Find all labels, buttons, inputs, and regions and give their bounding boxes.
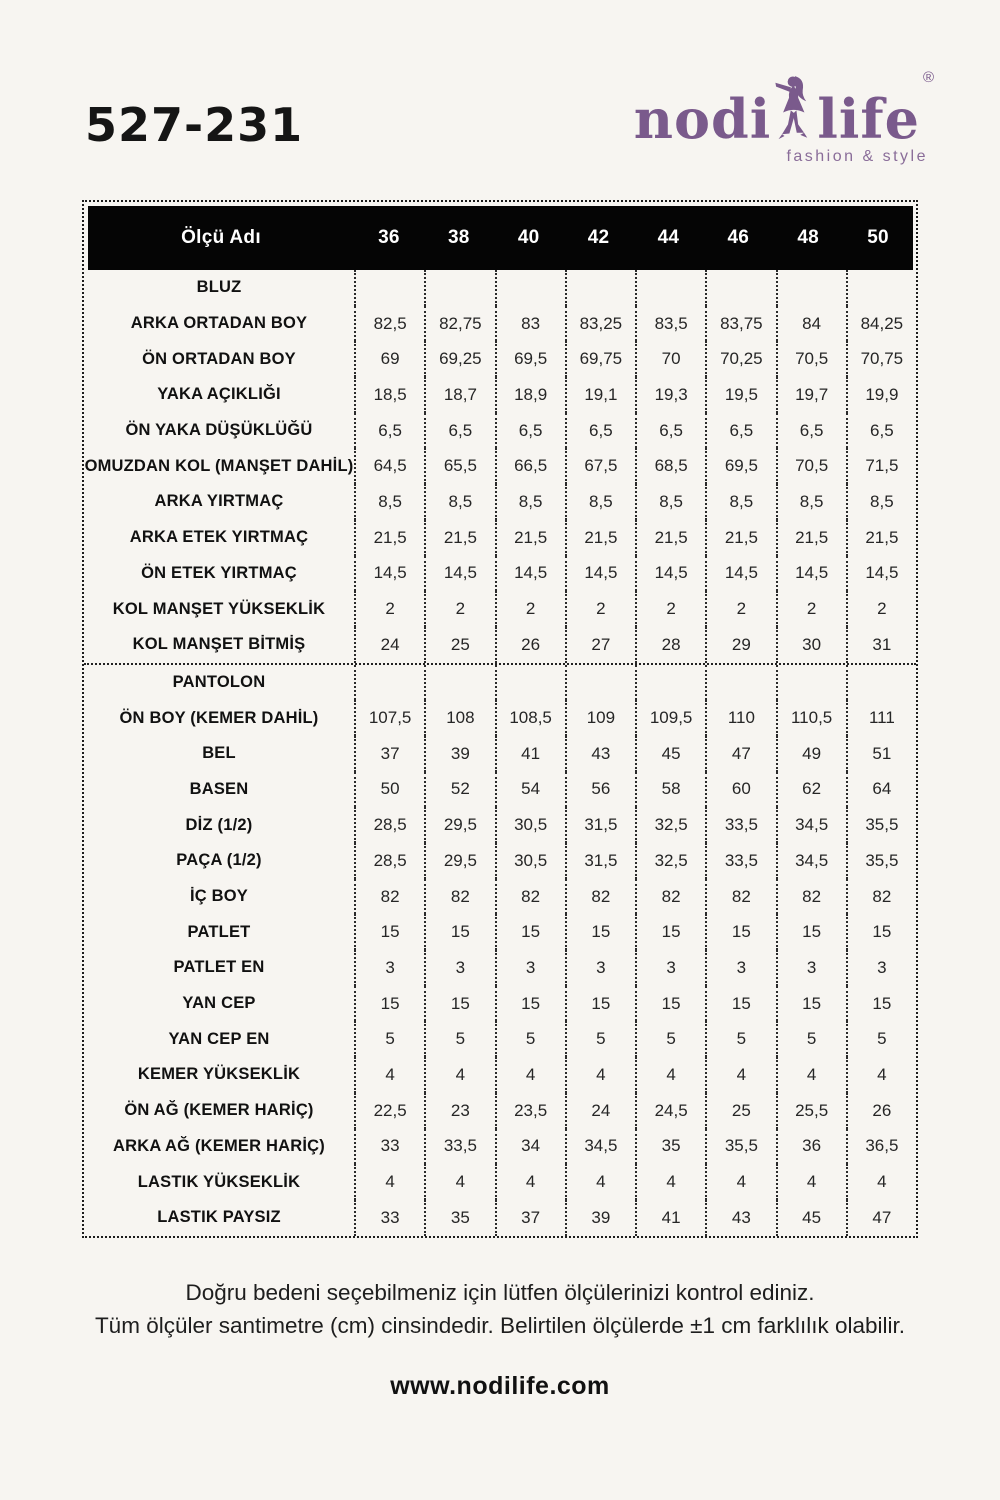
value-cell: 84: [776, 306, 846, 342]
value-cell: 36: [776, 1129, 846, 1165]
value-cell: 45: [776, 1200, 846, 1236]
value-cell: 51: [846, 736, 916, 772]
value-cell: 58: [635, 772, 705, 808]
footer-note-line1: Doğru bedeni seçebilmeniz için lütfen ölçülerinizi kontrol ediniz.: [185, 1280, 815, 1305]
value-cell: 109: [565, 700, 635, 736]
value-cell: 43: [565, 736, 635, 772]
value-cell: 5: [846, 1021, 916, 1057]
value-cell: 4: [495, 1057, 565, 1093]
value-cell: 3: [776, 950, 846, 986]
value-cell: 109,5: [635, 700, 705, 736]
value-cell: 83,75: [705, 306, 775, 342]
value-cell: 4: [705, 1164, 775, 1200]
value-cell: 83,25: [565, 306, 635, 342]
row-label: PANTOLON: [172, 672, 266, 691]
value-cell: 3: [565, 950, 635, 986]
row-label: YAN CEP: [182, 994, 256, 1013]
value-cell: 41: [635, 1200, 705, 1236]
value-cell: 8,5: [495, 484, 565, 520]
value-cell: 6,5: [424, 413, 494, 449]
value-cell: 35: [424, 1200, 494, 1236]
value-cell: 70,75: [846, 341, 916, 377]
value-cell: 67,5: [565, 448, 635, 484]
value-cell: 6,5: [776, 413, 846, 449]
value-cell: 21,5: [776, 520, 846, 556]
value-cell: 19,5: [705, 377, 775, 413]
column-header-size: 42: [587, 227, 610, 248]
value-cell: 6,5: [635, 413, 705, 449]
value-cell: [565, 270, 635, 306]
row-label: LASTIK YÜKSEKLİK: [137, 1172, 301, 1191]
value-cell: 110: [705, 700, 775, 736]
value-cell: 30,5: [495, 843, 565, 879]
value-cell: [495, 665, 565, 701]
table-row: [84, 914, 916, 950]
value-cell: 5: [705, 1021, 775, 1057]
value-cell: 83: [495, 306, 565, 342]
value-cell: 3: [846, 950, 916, 986]
row-label: YAN CEP EN: [168, 1029, 270, 1048]
value-cell: 8,5: [635, 484, 705, 520]
row-label: ÖN YAKA DÜŞÜKLÜĞÜ: [125, 421, 313, 440]
value-cell: 82,75: [424, 306, 494, 342]
value-cell: 83,5: [635, 306, 705, 342]
value-cell: 4: [354, 1164, 424, 1200]
value-cell: 34,5: [776, 843, 846, 879]
column-header-size: 40: [517, 227, 540, 248]
value-cell: 69,25: [424, 341, 494, 377]
brand-name-part2: life: [817, 87, 920, 152]
value-cell: 66,5: [495, 448, 565, 484]
row-label: KOL MANŞET BİTMİŞ: [132, 635, 306, 654]
value-cell: 23: [424, 1093, 494, 1129]
value-cell: [705, 270, 775, 306]
row-label: OMUZDAN KOL (MANŞET DAHİL): [84, 456, 354, 475]
value-cell: 18,5: [354, 377, 424, 413]
value-cell: 19,9: [846, 377, 916, 413]
value-cell: [565, 665, 635, 701]
column-header-size: 44: [657, 227, 680, 248]
row-label: PATLET: [187, 922, 251, 941]
table-row: [84, 1093, 916, 1129]
value-cell: 71,5: [846, 448, 916, 484]
value-cell: 15: [635, 986, 705, 1022]
value-cell: 14,5: [424, 556, 494, 592]
value-cell: 24: [354, 627, 424, 663]
value-cell: 70,5: [776, 448, 846, 484]
value-cell: [635, 270, 705, 306]
value-cell: 26: [495, 627, 565, 663]
column-header-measure-name: Ölçü Adı: [181, 227, 261, 248]
column-header-size: 38: [447, 227, 470, 248]
value-cell: [776, 270, 846, 306]
value-cell: 15: [424, 986, 494, 1022]
brand-name-part1: nodi: [633, 87, 772, 152]
value-cell: 69: [354, 341, 424, 377]
value-cell: 70: [635, 341, 705, 377]
table-row: [84, 520, 916, 556]
value-cell: 56: [565, 772, 635, 808]
value-cell: 33: [354, 1129, 424, 1165]
value-cell: 28: [635, 627, 705, 663]
table-row: [84, 484, 916, 520]
value-cell: 4: [776, 1164, 846, 1200]
value-cell: 54: [495, 772, 565, 808]
value-cell: 34,5: [776, 807, 846, 843]
value-cell: 25,5: [776, 1093, 846, 1129]
value-cell: 19,3: [635, 377, 705, 413]
value-cell: 34: [495, 1129, 565, 1165]
value-cell: 4: [705, 1057, 775, 1093]
value-cell: 4: [424, 1057, 494, 1093]
value-cell: 82: [354, 879, 424, 915]
value-cell: 5: [354, 1021, 424, 1057]
value-cell: 19,7: [776, 377, 846, 413]
table-row: [84, 306, 916, 342]
value-cell: 36,5: [846, 1129, 916, 1165]
table-row: [84, 1200, 916, 1236]
value-cell: 82: [846, 879, 916, 915]
row-label: YAKA AÇIKLIĞI: [157, 385, 281, 404]
value-cell: 15: [495, 914, 565, 950]
value-cell: 33,5: [424, 1129, 494, 1165]
value-cell: 30,5: [495, 807, 565, 843]
value-cell: 31,5: [565, 807, 635, 843]
value-cell: 3: [495, 950, 565, 986]
column-header-size: 36: [378, 227, 400, 248]
column-header-size: 46: [727, 227, 750, 248]
value-cell: 37: [495, 1200, 565, 1236]
value-cell: 65,5: [424, 448, 494, 484]
value-cell: 35,5: [846, 807, 916, 843]
table-row: [84, 1057, 916, 1093]
woman-silhouette-icon: [774, 72, 816, 146]
table-row: [84, 341, 916, 377]
value-cell: 6,5: [354, 413, 424, 449]
value-cell: 6,5: [705, 413, 775, 449]
value-cell: 4: [776, 1057, 846, 1093]
value-cell: 15: [565, 986, 635, 1022]
value-cell: 21,5: [565, 520, 635, 556]
table-row: [84, 448, 916, 484]
value-cell: 5: [635, 1021, 705, 1057]
section-header-row: [84, 665, 916, 701]
value-cell: 27: [565, 627, 635, 663]
value-cell: 25: [705, 1093, 775, 1129]
value-cell: 82: [705, 879, 775, 915]
value-cell: 2: [565, 591, 635, 627]
value-cell: 2: [776, 591, 846, 627]
footer-note: [0, 1276, 1000, 1342]
size-table-header: [88, 206, 913, 270]
value-cell: 14,5: [565, 556, 635, 592]
value-cell: [354, 270, 424, 306]
value-cell: 33,5: [705, 807, 775, 843]
brand-logo: [633, 69, 934, 166]
value-cell: 2: [705, 591, 775, 627]
value-cell: 22,5: [354, 1093, 424, 1129]
value-cell: 2: [495, 591, 565, 627]
value-cell: 23,5: [495, 1093, 565, 1129]
table-section: [84, 663, 916, 1236]
value-cell: 64: [846, 772, 916, 808]
value-cell: 8,5: [424, 484, 494, 520]
value-cell: 33,5: [705, 843, 775, 879]
value-cell: 24: [565, 1093, 635, 1129]
value-cell: 107,5: [354, 700, 424, 736]
value-cell: 3: [635, 950, 705, 986]
table-row: [84, 413, 916, 449]
website-url: www.nodilife.com: [390, 1372, 610, 1400]
value-cell: 69,5: [495, 341, 565, 377]
value-cell: 35: [635, 1129, 705, 1165]
value-cell: 14,5: [776, 556, 846, 592]
value-cell: 18,9: [495, 377, 565, 413]
row-label: KEMER YÜKSEKLİK: [137, 1065, 301, 1084]
value-cell: 82: [495, 879, 565, 915]
value-cell: 15: [776, 914, 846, 950]
value-cell: 52: [424, 772, 494, 808]
value-cell: 82: [424, 879, 494, 915]
value-cell: 64,5: [354, 448, 424, 484]
row-label: ÖN ORTADAN BOY: [142, 349, 296, 368]
value-cell: 6,5: [565, 413, 635, 449]
row-label: PAÇA (1/2): [176, 851, 262, 870]
table-row: [84, 843, 916, 879]
value-cell: 15: [776, 986, 846, 1022]
row-label: ARKA ORTADAN BOY: [130, 314, 308, 333]
value-cell: 60: [705, 772, 775, 808]
value-cell: 3: [424, 950, 494, 986]
value-cell: 28,5: [354, 807, 424, 843]
table-row: [84, 807, 916, 843]
value-cell: [705, 665, 775, 701]
value-cell: 21,5: [705, 520, 775, 556]
column-header-size: 50: [867, 227, 889, 248]
value-cell: 2: [635, 591, 705, 627]
value-cell: 35,5: [705, 1129, 775, 1165]
product-code: 527-231: [85, 98, 304, 152]
value-cell: 34,5: [565, 1129, 635, 1165]
value-cell: 45: [635, 736, 705, 772]
value-cell: 19,1: [565, 377, 635, 413]
value-cell: 33: [354, 1200, 424, 1236]
value-cell: 14,5: [495, 556, 565, 592]
table-row: [84, 736, 916, 772]
table-row: [84, 556, 916, 592]
value-cell: 50: [354, 772, 424, 808]
value-cell: 15: [846, 914, 916, 950]
size-table: [82, 200, 918, 1238]
value-cell: [495, 270, 565, 306]
value-cell: 4: [495, 1164, 565, 1200]
value-cell: 21,5: [846, 520, 916, 556]
value-cell: 29,5: [424, 807, 494, 843]
table-row: [84, 1164, 916, 1200]
row-label: BEL: [202, 744, 236, 763]
value-cell: 108: [424, 700, 494, 736]
table-row: [84, 377, 916, 413]
section-header-row: [84, 270, 916, 306]
value-cell: 15: [354, 914, 424, 950]
value-cell: 49: [776, 736, 846, 772]
value-cell: 15: [705, 914, 775, 950]
value-cell: 5: [495, 1021, 565, 1057]
value-cell: 108,5: [495, 700, 565, 736]
column-header-size: 48: [797, 227, 820, 248]
value-cell: 4: [354, 1057, 424, 1093]
value-cell: 21,5: [495, 520, 565, 556]
row-label: KOL MANŞET YÜKSEKLİK: [112, 599, 326, 618]
value-cell: 25: [424, 627, 494, 663]
value-cell: 69,5: [705, 448, 775, 484]
value-cell: 15: [495, 986, 565, 1022]
value-cell: 14,5: [354, 556, 424, 592]
row-label: ARKA YIRTMAÇ: [154, 492, 284, 511]
row-label: ÖN BOY (KEMER DAHİL): [119, 708, 319, 727]
row-label: ÖN AĞ (KEMER HARİÇ): [124, 1101, 314, 1120]
value-cell: 5: [424, 1021, 494, 1057]
value-cell: [846, 665, 916, 701]
value-cell: 4: [424, 1164, 494, 1200]
value-cell: 2: [424, 591, 494, 627]
registered-trademark: ®: [922, 69, 934, 86]
value-cell: 62: [776, 772, 846, 808]
row-label: İÇ BOY: [189, 887, 249, 906]
value-cell: 4: [635, 1057, 705, 1093]
value-cell: 32,5: [635, 843, 705, 879]
value-cell: 2: [846, 591, 916, 627]
value-cell: 29,5: [424, 843, 494, 879]
value-cell: 15: [424, 914, 494, 950]
value-cell: [424, 665, 494, 701]
size-table-body: [84, 270, 916, 1236]
value-cell: 8,5: [846, 484, 916, 520]
value-cell: 15: [354, 986, 424, 1022]
value-cell: [354, 665, 424, 701]
value-cell: 29: [705, 627, 775, 663]
value-cell: 69,75: [565, 341, 635, 377]
value-cell: 82: [565, 879, 635, 915]
table-row: [84, 950, 916, 986]
row-label: PATLET EN: [173, 958, 265, 977]
value-cell: 30: [776, 627, 846, 663]
value-cell: 15: [846, 986, 916, 1022]
value-cell: 4: [635, 1164, 705, 1200]
table-row: [84, 772, 916, 808]
value-cell: 111: [846, 700, 916, 736]
value-cell: 3: [705, 950, 775, 986]
value-cell: 8,5: [776, 484, 846, 520]
value-cell: 4: [846, 1164, 916, 1200]
value-cell: 31,5: [565, 843, 635, 879]
value-cell: 6,5: [846, 413, 916, 449]
footer-note-line2: Tüm ölçüler santimetre (cm) cinsindedir. Belirtilen ölçülerde ±1 cm farklılık olabilir.: [94, 1313, 906, 1338]
brand-tagline: fashion & style: [786, 148, 928, 165]
value-cell: 70,25: [705, 341, 775, 377]
value-cell: [635, 665, 705, 701]
value-cell: 5: [776, 1021, 846, 1057]
value-cell: 47: [705, 736, 775, 772]
value-cell: 21,5: [354, 520, 424, 556]
value-cell: 14,5: [705, 556, 775, 592]
table-row: [84, 986, 916, 1022]
value-cell: 82: [635, 879, 705, 915]
table-section: [84, 270, 916, 663]
value-cell: 2: [354, 591, 424, 627]
value-cell: 15: [565, 914, 635, 950]
value-cell: 41: [495, 736, 565, 772]
value-cell: 8,5: [705, 484, 775, 520]
table-row: [84, 627, 916, 663]
row-label: ARKA AĞ (KEMER HARİÇ): [113, 1136, 325, 1155]
table-row: [84, 1021, 916, 1057]
value-cell: [846, 270, 916, 306]
value-cell: 35,5: [846, 843, 916, 879]
value-cell: 3: [354, 950, 424, 986]
value-cell: 43: [705, 1200, 775, 1236]
value-cell: 4: [846, 1057, 916, 1093]
value-cell: 26: [846, 1093, 916, 1129]
value-cell: 5: [565, 1021, 635, 1057]
table-row: [84, 1129, 916, 1165]
brand-wordmark: [633, 69, 934, 152]
value-cell: 47: [846, 1200, 916, 1236]
value-cell: 39: [424, 736, 494, 772]
value-cell: 18,7: [424, 377, 494, 413]
value-cell: 28,5: [354, 843, 424, 879]
value-cell: 31: [846, 627, 916, 663]
value-cell: 68,5: [635, 448, 705, 484]
value-cell: 8,5: [565, 484, 635, 520]
value-cell: 39: [565, 1200, 635, 1236]
row-label: LASTIK PAYSIZ: [157, 1208, 281, 1227]
value-cell: 70,5: [776, 341, 846, 377]
value-cell: [424, 270, 494, 306]
value-cell: 21,5: [635, 520, 705, 556]
value-cell: 32,5: [635, 807, 705, 843]
row-label: BLUZ: [196, 278, 242, 297]
value-cell: 15: [635, 914, 705, 950]
value-cell: 8,5: [354, 484, 424, 520]
row-label: DİZ (1/2): [185, 815, 253, 834]
value-cell: 6,5: [495, 413, 565, 449]
table-row: [84, 591, 916, 627]
value-cell: 110,5: [776, 700, 846, 736]
row-label: BASEN: [189, 779, 249, 798]
value-cell: 21,5: [424, 520, 494, 556]
table-row: [84, 700, 916, 736]
value-cell: 4: [565, 1164, 635, 1200]
row-label: ÖN ETEK YIRTMAÇ: [141, 563, 297, 582]
value-cell: 82,5: [354, 306, 424, 342]
value-cell: 14,5: [846, 556, 916, 592]
value-cell: 37: [354, 736, 424, 772]
value-cell: 82: [776, 879, 846, 915]
value-cell: 4: [565, 1057, 635, 1093]
value-cell: 15: [705, 986, 775, 1022]
value-cell: 24,5: [635, 1093, 705, 1129]
value-cell: [776, 665, 846, 701]
value-cell: 14,5: [635, 556, 705, 592]
table-row: [84, 879, 916, 915]
value-cell: 84,25: [846, 306, 916, 342]
row-label: ARKA ETEK YIRTMAÇ: [129, 528, 309, 547]
